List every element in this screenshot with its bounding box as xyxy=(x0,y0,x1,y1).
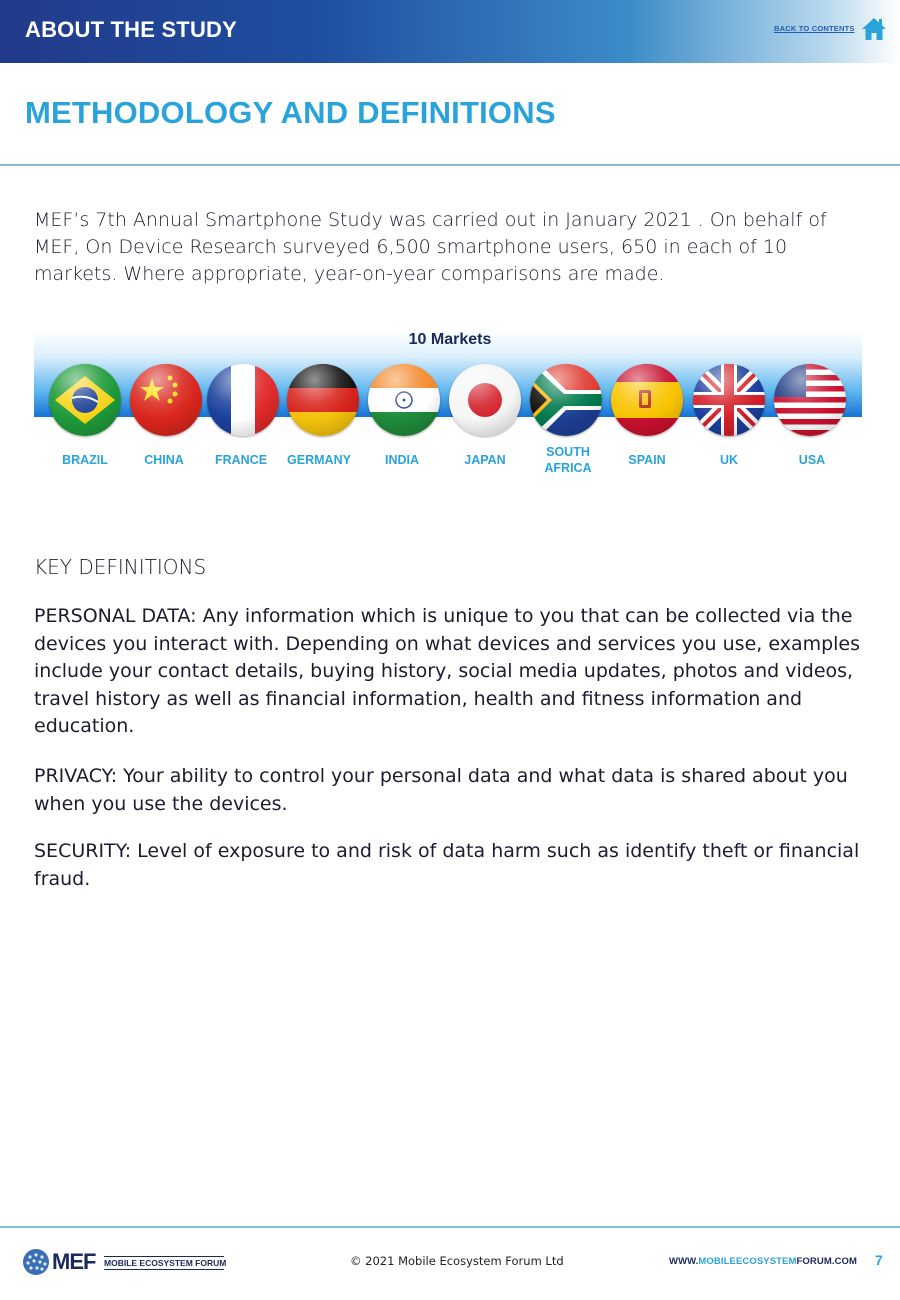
website-highlight: MOBILEECOSYSTEM xyxy=(698,1256,797,1267)
website-mid: FORUM xyxy=(796,1256,832,1267)
country-label-india: INDIA xyxy=(384,453,420,467)
home-icon[interactable] xyxy=(861,16,887,42)
intro-paragraph: MEF’s 7th Annual Smartphone Study was carried out in January 2021 . On behalf of MEF, On Device Research surveyed 6,500 smartphone users, 650 in each of 10 markets. Where appropriate, year-on-year comparisons are made. xyxy=(34,209,827,285)
country-label-usa: USA xyxy=(798,453,826,467)
japan-flag-icon xyxy=(449,364,521,436)
brazil-flag-icon xyxy=(49,364,121,436)
uk-flag-icon xyxy=(693,364,765,436)
website-prefix: WWW. xyxy=(669,1256,699,1267)
logo-wordmark: MEF xyxy=(52,1249,96,1274)
country-label-china: CHINA xyxy=(144,453,184,467)
logo-subtitle: MOBILE ECOSYSTEM FORUM xyxy=(104,1258,227,1268)
country-label-brazil: BRAZIL xyxy=(62,453,108,467)
key-definitions-heading: KEY DEFINITIONS xyxy=(34,555,207,579)
website-suffix: .COM xyxy=(831,1256,858,1267)
country-label-germany: GERMANY xyxy=(287,453,351,467)
mef-logo xyxy=(22,1248,227,1278)
usa-flag-icon xyxy=(774,364,846,436)
section-title: ABOUT THE STUDY xyxy=(25,17,237,42)
country-label-line: SOUTH xyxy=(546,445,590,459)
south-africa-flag-icon xyxy=(530,364,602,436)
globe-icon xyxy=(22,1248,50,1276)
page-heading: METHODOLOGY AND DEFINITIONS xyxy=(25,95,556,130)
country-label-france: FRANCE xyxy=(214,453,268,467)
india-flag-icon xyxy=(368,364,440,436)
germany-flag-icon xyxy=(287,364,359,436)
website-link[interactable] xyxy=(669,1256,857,1267)
heading-divider xyxy=(0,164,900,166)
china-flag-icon xyxy=(130,364,202,436)
page-number: 7 xyxy=(875,1252,883,1268)
definition-privacy: PRIVACY: Your ability to control your personal data and what data is shared about you when you use the devices. xyxy=(34,765,848,815)
back-to-contents-link[interactable]: BACK TO CONTENTS xyxy=(774,24,855,33)
france-flag-icon xyxy=(207,364,279,436)
country-label-south-africa xyxy=(523,444,613,476)
copyright-text: © 2021 Mobile Ecosystem Forum Ltd xyxy=(350,1254,564,1268)
country-label-uk: UK xyxy=(719,453,739,467)
spain-flag-icon xyxy=(611,364,683,436)
country-label-spain: SPAIN xyxy=(628,453,666,467)
definition-security: SECURITY: Level of exposure to and risk of data harm such as identify theft or financial fraud. xyxy=(34,840,860,890)
country-label-line: AFRICA xyxy=(544,461,592,475)
page-header-bar xyxy=(0,0,900,63)
country-label-japan: JAPAN xyxy=(464,453,506,467)
markets-title: 10 Markets xyxy=(408,331,492,348)
footer-divider xyxy=(0,1226,900,1228)
definition-personal-data: PERSONAL DATA: Any information which is unique to you that can be collected via the devices you interact with. Depending on what devices and services you use, examples include your contact details, buying history, social media updates, photos and videos, travel history as well as financial information, health and fitness information and education. xyxy=(34,605,861,737)
